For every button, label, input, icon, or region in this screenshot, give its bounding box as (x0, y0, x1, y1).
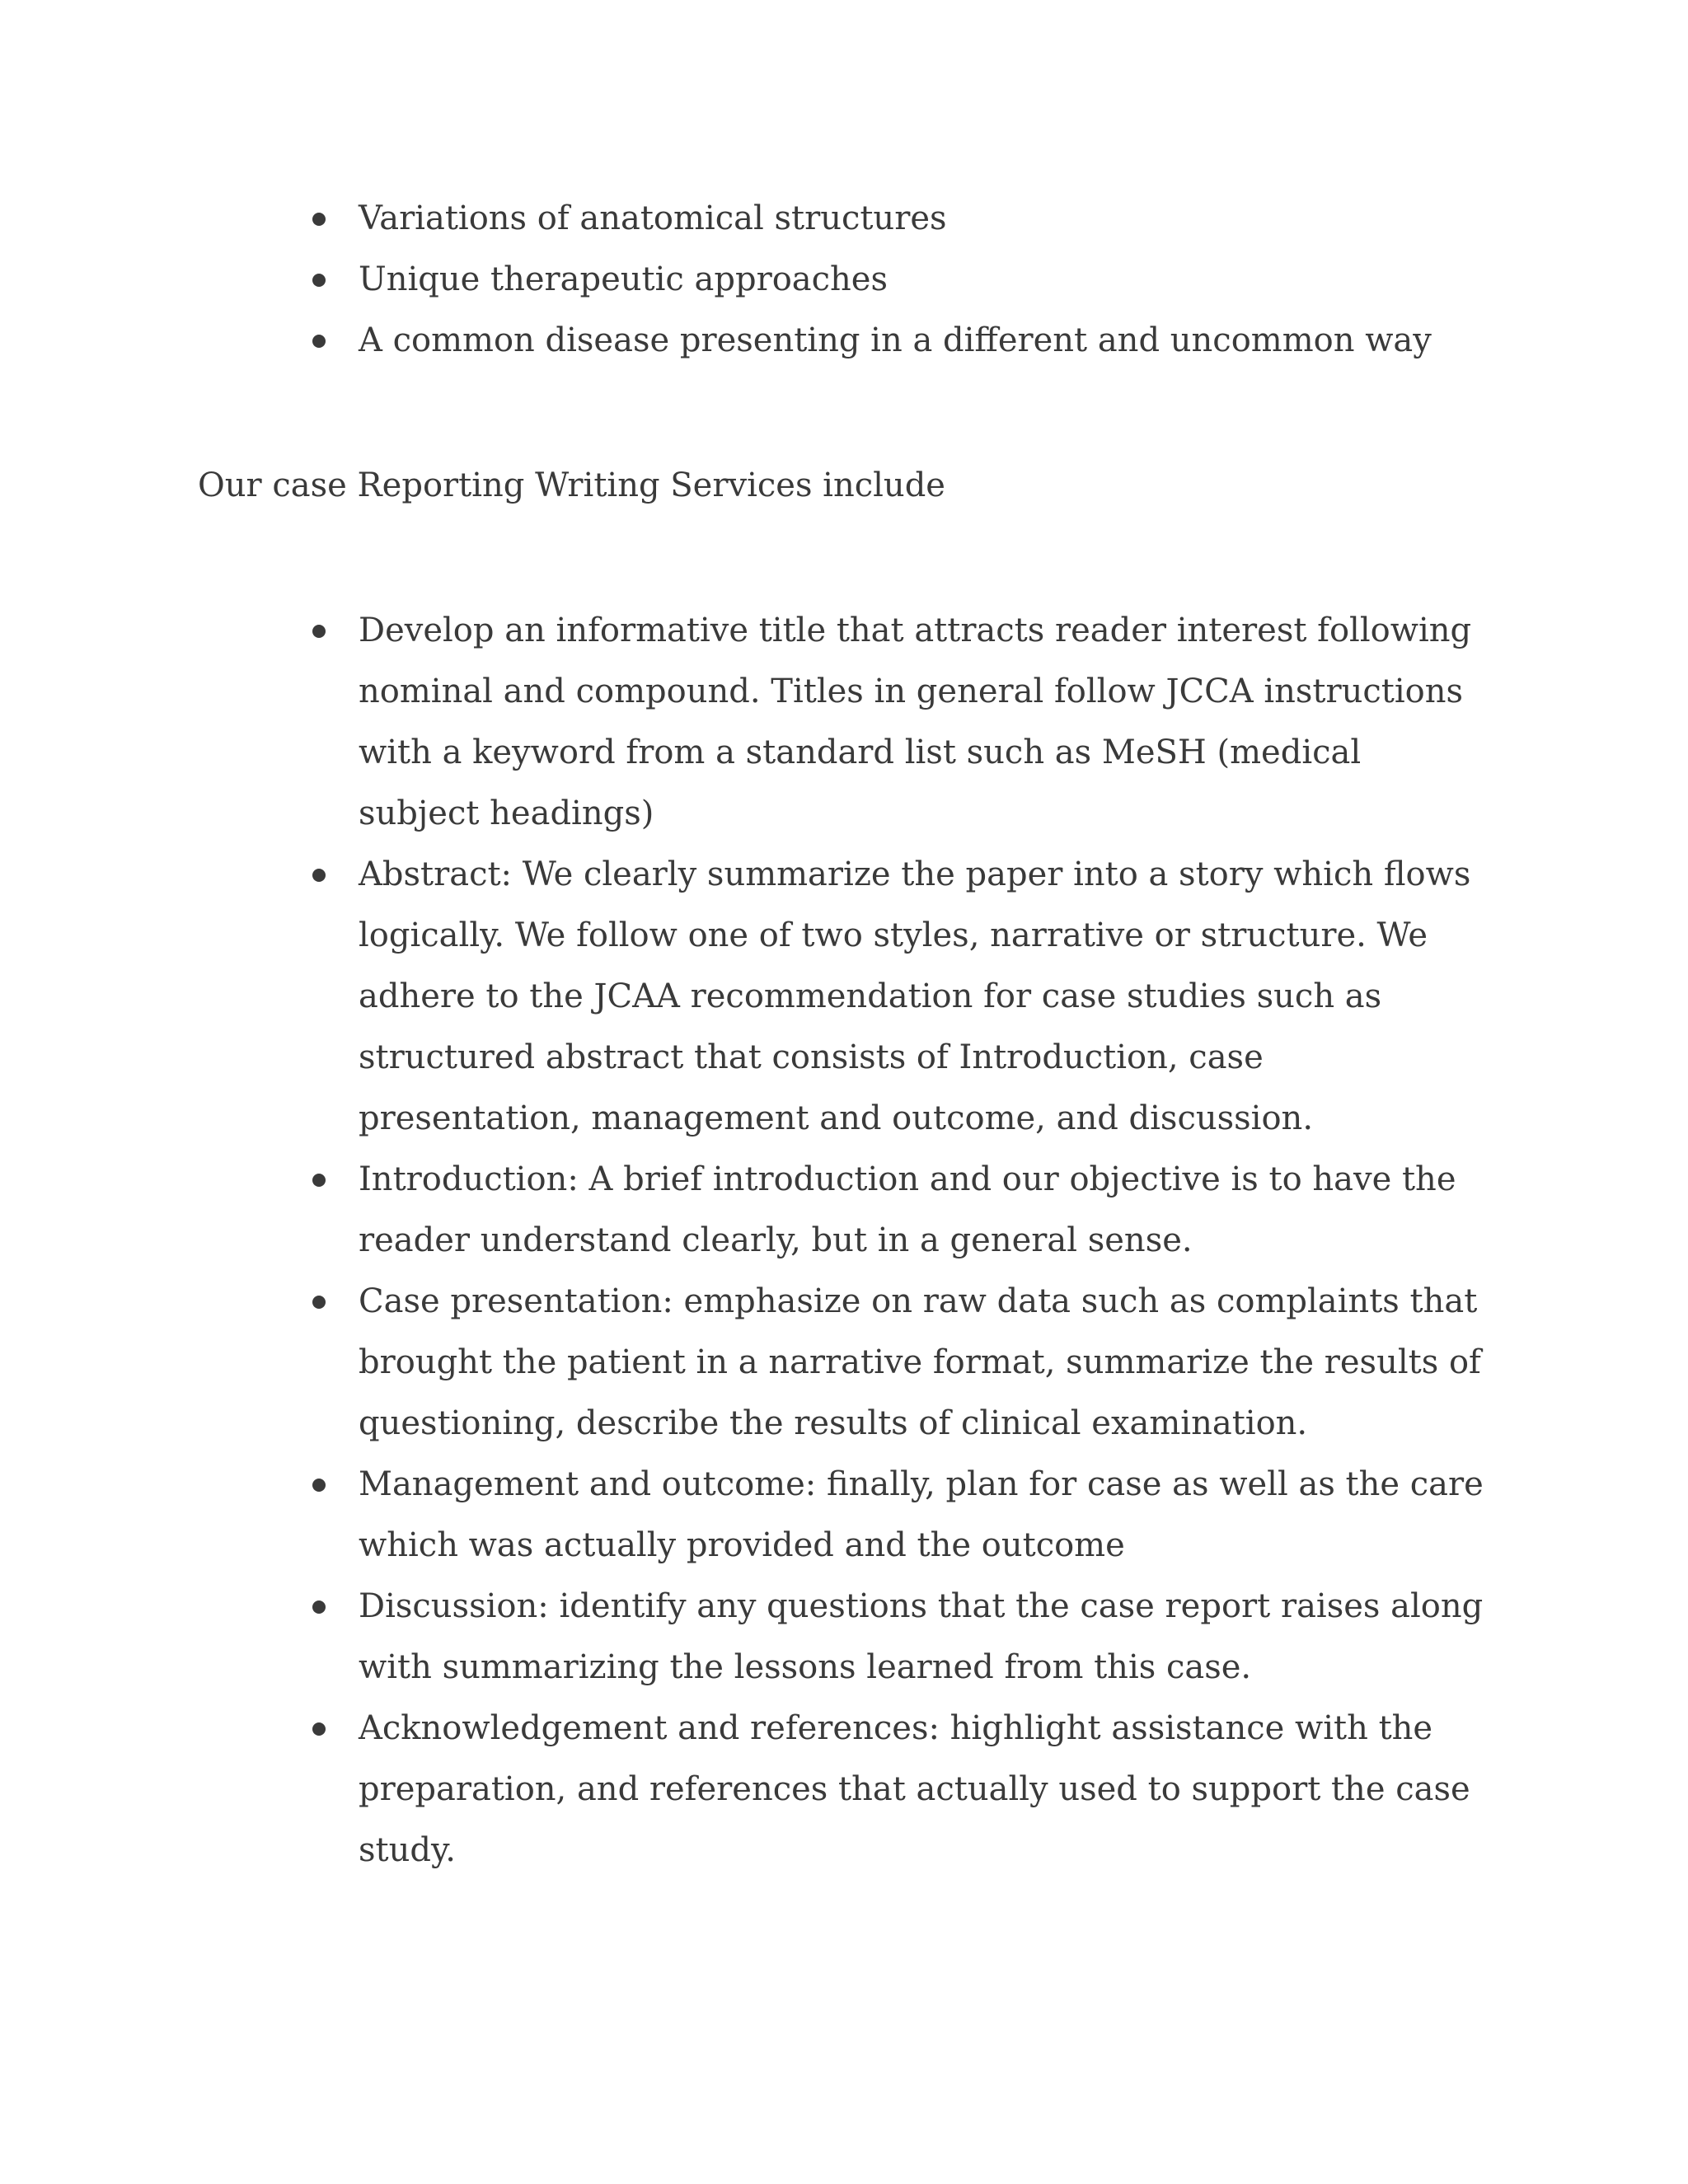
bullet-icon (312, 274, 326, 287)
list-item-text: Abstract: We clearly summarize the paper into a story which flows logically. We follow one of two styles, narrative or structure. We adhere to the JCAA recommendation for case studies such as structured abstract that consists of Introduction, case presentation, management and outcome, and discussion. (359, 855, 1471, 1137)
list-item (359, 310, 1488, 371)
list-item (359, 1149, 1488, 1271)
bullet-icon (312, 213, 326, 226)
services-intro-paragraph: Our case Reporting Writing Services include (198, 466, 945, 504)
list-item (359, 600, 1488, 844)
list-item (359, 1698, 1488, 1881)
list-item-text: Develop an informative title that attracts reader interest following nominal and compound. Titles in general follow JCCA instructions with a keyword from a standard list such as MeSH (medical subject headings) (359, 612, 1472, 832)
list-item (359, 1454, 1488, 1576)
list-item-text: Unique therapeutic approaches (359, 260, 888, 298)
list-item-text: A common disease presenting in a different and uncommon way (359, 321, 1432, 359)
list-item-text: Discussion: identify any questions that the case report raises along with summarizing the lessons learned from this case. (359, 1587, 1484, 1686)
list-item-text: Case presentation: emphasize on raw data such as complaints that brought the patient in a narrative format, summarize the results of questioning, describe the results of clinical examination. (359, 1282, 1481, 1442)
list-item-text: Introduction: A brief introduction and our objective is to have the reader understand clearly, but in a general sense. (359, 1160, 1456, 1259)
list-item (359, 844, 1488, 1149)
bullet-icon (312, 335, 326, 348)
bullet-icon (312, 1479, 326, 1492)
list-item-text: Variations of anatomical structures (359, 199, 947, 237)
bullet-icon (312, 869, 326, 882)
bullet-icon (312, 625, 326, 638)
list-item (359, 1576, 1488, 1698)
bullet-icon (312, 1601, 326, 1614)
list-item (359, 188, 1488, 249)
top-bullet-list (359, 188, 1488, 371)
bullet-icon (312, 1296, 326, 1309)
list-item-text: Management and outcome: finally, plan for case as well as the care which was actually provided and the outcome (359, 1465, 1484, 1564)
list-item (359, 1271, 1488, 1454)
list-item-text: Acknowledgement and references: highlight assistance with the preparation, and references that actually used to support the case study. (359, 1709, 1470, 1869)
list-item (359, 249, 1488, 310)
bullet-icon (312, 1722, 326, 1736)
services-bullet-list (359, 600, 1488, 1881)
bullet-icon (312, 1174, 326, 1187)
